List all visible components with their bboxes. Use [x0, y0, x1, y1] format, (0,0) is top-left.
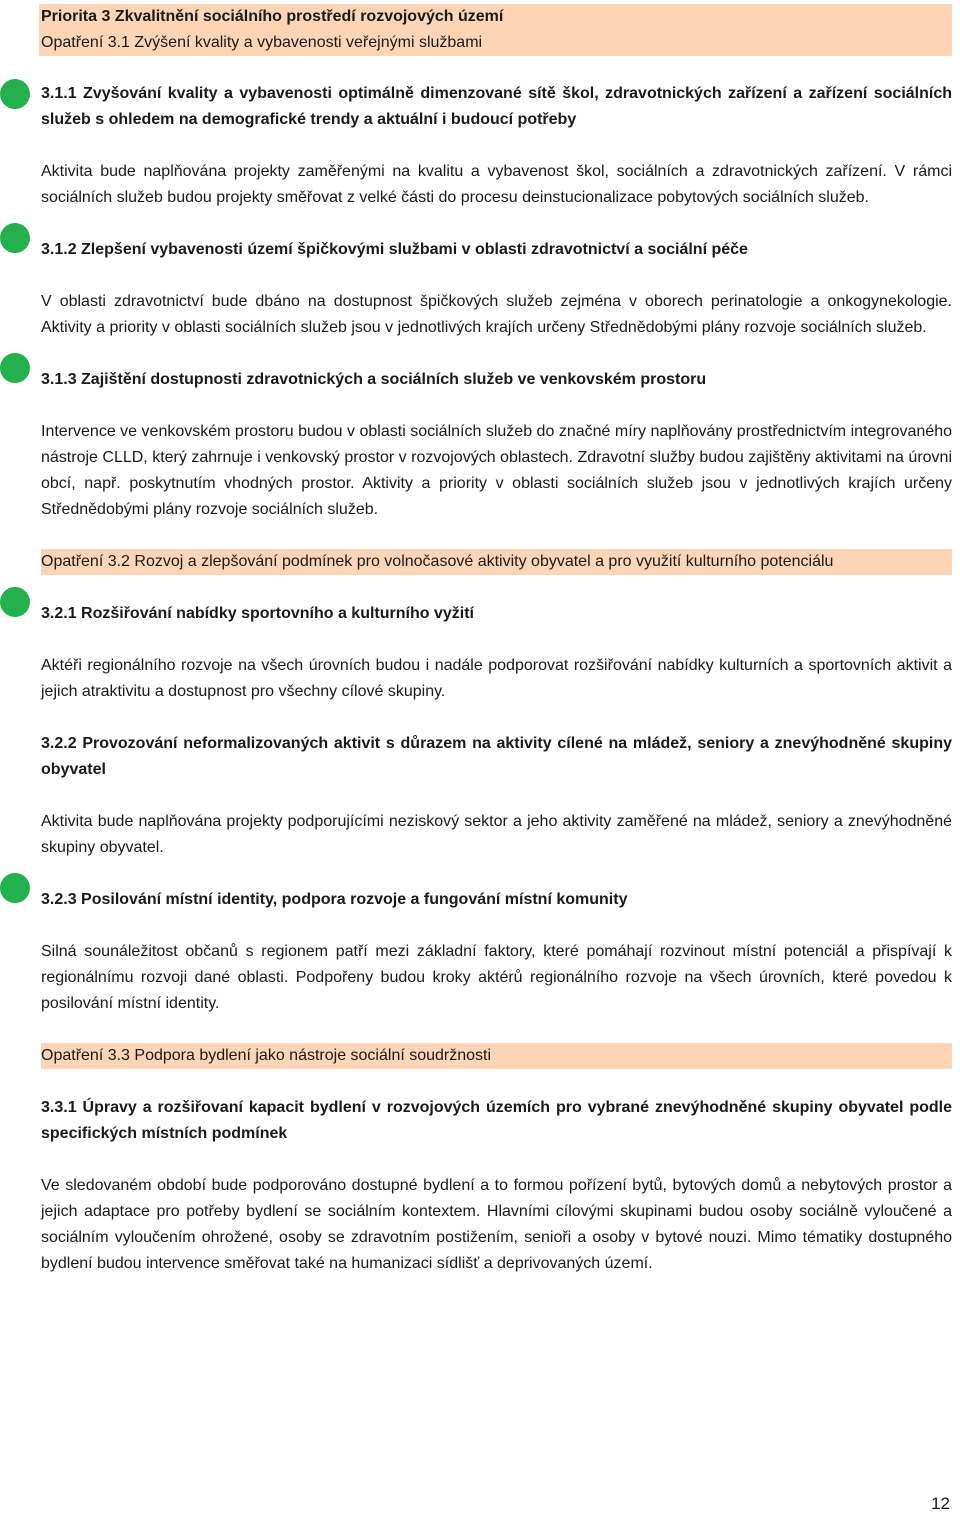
- measure-3-3-title: Opatření 3.3 Podpora bydlení jako nástroje sociální soudržnosti: [41, 1047, 492, 1064]
- section-text: V oblasti zdravotnictví bude dbáno na dostupnost špičkových služeb zejména v oborech perinatologie a onkogynekologie. Aktivity a priority v oblasti sociálních služeb jsou v jednotlivých krajích určeny Střednědobými plány rozvoje sociálních služeb.: [41, 293, 952, 336]
- section-3-3-1: [41, 1095, 952, 1277]
- green-marker-icon: [0, 79, 30, 109]
- section-heading: 3.1.2 Zlepšení vybavenosti území špičkovými službami v oblasti zdravotnictví a sociální péče: [41, 241, 748, 258]
- page-number: 12: [931, 1494, 950, 1513]
- priority-header: [39, 4, 952, 56]
- section-heading: 3.3.1 Úpravy a rozšiřovaní kapacit bydlení v rozvojových územích pro vybrané znevýhodněné skupiny obyvatel podle specifických místních podmínek: [41, 1099, 952, 1142]
- section-heading: 3.2.2 Provozování neformalizovaných aktivit s důrazem na aktivity cílené na mládež, seniory a znevýhodněné skupiny obyvatel: [41, 735, 952, 778]
- document-page: [41, 4, 952, 1277]
- section-heading: 3.1.1 Zvyšování kvality a vybavenosti optimálně dimenzované sítě škol, zdravotnických zařízení a zařízení sociálních služeb s ohledem na demografické trendy a aktuální i budoucí potřeby: [41, 85, 952, 128]
- section-3-1-2: [41, 237, 952, 341]
- section-heading: 3.1.3 Zajištění dostupnosti zdravotnických a sociálních služeb ve venkovském prostoru: [41, 371, 707, 388]
- measure-3-2-header: [41, 549, 952, 575]
- section-heading: 3.2.1 Rozšiřování nabídky sportovního a kulturního vyžití: [41, 605, 474, 622]
- section-heading: 3.2.3 Posilování místní identity, podpora rozvoje a fungování místní komunity: [41, 891, 628, 908]
- section-3-2-3: [41, 887, 952, 1017]
- section-text: Aktivita bude naplňována projekty podporujícími neziskový sektor a jeho aktivity zaměřené na mládež, seniory a znevýhodněné skupiny obyvatel.: [41, 813, 952, 856]
- green-marker-icon: [0, 587, 30, 617]
- section-3-2-1: [41, 601, 952, 705]
- green-marker-icon: [0, 873, 30, 903]
- section-text: Ve sledovaném období bude podporováno dostupné bydlení a to formou pořízení bytů, bytových domů a nebytových prostor a jejich adaptace pro potřeby bydlení se sociálním kontextem. Hlavními cílovými skupinami budou osoby sociálně vyloučené a sociálním vyloučením ohrožené, osoby se zdravotním postižením, senioři a osoby v bytové nouzi. Mimo tématiky dostupného bydlení budou intervence směřovat také na humanizaci sídlišť a deprivovaných území.: [41, 1177, 952, 1272]
- section-text: Aktéři regionálního rozvoje na všech úrovních budou i nadále podporovat rozšiřování nabídky kulturních a sportovních aktivit a jejich atraktivitu a dostupnost pro všechny cílové skupiny.: [41, 657, 952, 700]
- section-3-1-1: [41, 81, 952, 211]
- measure-3-3-header: [41, 1043, 952, 1069]
- priority-title: Priorita 3 Zkvalitnění sociálního prostředí rozvojových území: [41, 8, 504, 25]
- green-marker-icon: [0, 353, 30, 383]
- section-text: Silná sounáležitost občanů s regionem patří mezi základní faktory, které pomáhají rozvinout místní potenciál a přispívají k regionálnímu rozvoji dané oblasti. Podpořeny budou kroky aktérů regionálního rozvoje na všech úrovních, které povedou k posilování místní identity.: [41, 943, 952, 1012]
- section-3-1-3: [41, 367, 952, 523]
- section-text: Aktivita bude naplňována projekty zaměřenými na kvalitu a vybavenost škol, sociálních a zdravotnických zařízení. V rámci sociálních služeb budou projekty směřovat z velké části do procesu deinstucionalizace pobytových sociálních služeb.: [41, 163, 952, 206]
- section-text: Intervence ve venkovském prostoru budou v oblasti sociálních služeb do značné míry naplňovány prostřednictvím integrovaného nástroje CLLD, který zahrnuje i venkovský prostor v rozvojových oblastech. Zdravotní služby budou zajištěny aktivitami na úrovni obcí, např. poskytnutím vhodných prostor. Aktivity a priority v oblasti sociálních služeb jsou v jednotlivých krajích určeny Střednědobými plány rozvoje sociálních služeb.: [41, 423, 952, 518]
- measure-3-2-title: Opatření 3.2 Rozvoj a zlepšování podmínek pro volnočasové aktivity obyvatel a pro využití kulturního potenciálu: [41, 553, 834, 570]
- section-3-2-2: [41, 731, 952, 861]
- measure-3-1-title: Opatření 3.1 Zvýšení kvality a vybavenosti veřejnými službami: [41, 34, 483, 51]
- green-marker-icon: [0, 223, 30, 253]
